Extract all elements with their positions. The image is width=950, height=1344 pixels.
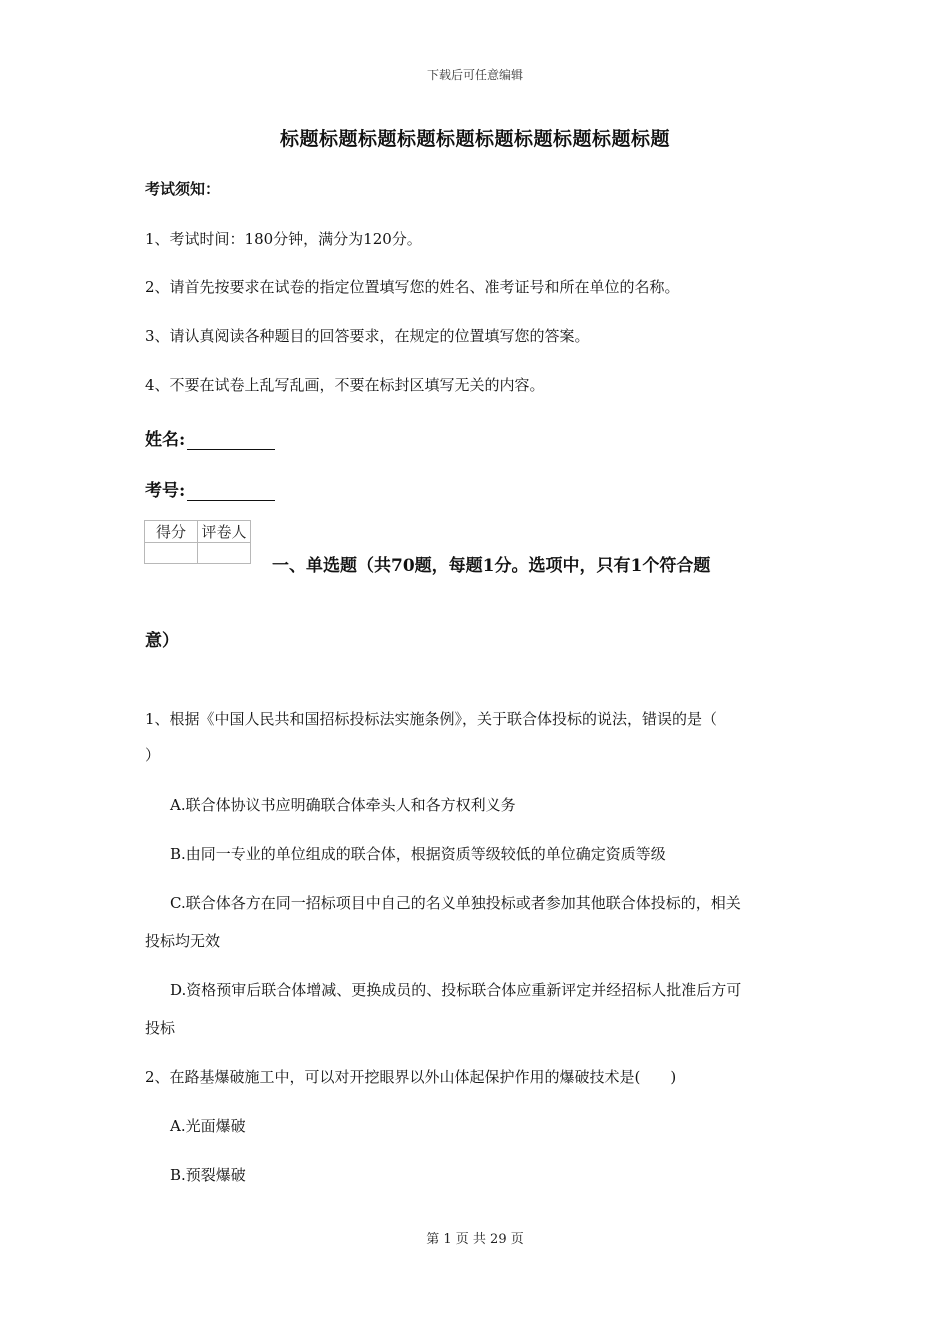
id-label: 考号:: [145, 481, 186, 501]
option-b: B.由同一专业的单位组成的联合体，根据资质等级较低的单位确定资质等级: [170, 845, 666, 863]
question-stem: 2、在路基爆破施工中，可以对开挖眼界以外山体起保护作用的爆破技术是( ): [145, 1068, 677, 1086]
grader-cell[interactable]: [198, 543, 251, 564]
question-stem: 1、根据《中国人民共和国招标投标法实施条例》，关于联合体投标的说法，错误的是（: [145, 710, 718, 728]
score-cell[interactable]: [145, 543, 198, 564]
notice-item: 4、不要在试卷上乱写乱画，不要在标封区填写无关的内容。: [145, 376, 545, 394]
notice-heading: 考试须知：: [145, 180, 221, 198]
option-a: A.联合体协议书应明确联合体牵头人和各方权利义务: [170, 796, 516, 814]
name-label: 姓名:: [145, 430, 186, 450]
page-footer: 第 1 页 共 29 页: [426, 1232, 524, 1247]
option-d-continued: 投标: [145, 1019, 176, 1037]
section-title-continued: 意）: [145, 631, 179, 651]
name-blank-line[interactable]: [187, 433, 275, 450]
id-field[interactable]: [145, 476, 275, 501]
id-blank-line[interactable]: [187, 484, 275, 501]
score-table: [144, 520, 251, 564]
option-c: C.联合体各方在同一招标项目中自己的名义单独投标或者参加其他联合体投标的，相关: [170, 894, 741, 912]
notice-item: 1、考试时间：180分钟，满分为120分。: [145, 230, 422, 248]
option-b: B.预裂爆破: [170, 1166, 246, 1184]
header-note: 下载后可任意编辑: [426, 68, 523, 82]
option-c-continued: 投标均无效: [145, 932, 221, 950]
score-header: 得分: [145, 521, 198, 543]
notice-item: 2、请首先按要求在试卷的指定位置填写您的姓名、准考证号和所在单位的名称。: [145, 278, 680, 296]
option-a: A.光面爆破: [170, 1117, 246, 1135]
name-field[interactable]: [145, 425, 275, 450]
section-title: 一、单选题（共70题，每题1分。选项中，只有1个符合题: [272, 556, 711, 576]
notice-item: 3、请认真阅读各种题目的回答要求，在规定的位置填写您的答案。: [145, 327, 590, 345]
document-title: 标题标题标题标题标题标题标题标题标题标题: [279, 128, 670, 150]
option-d: D.资格预审后联合体增减、更换成员的、投标联合体应重新评定并经招标人批准后方可: [170, 981, 742, 999]
question-stem-continued: ）: [145, 746, 161, 764]
grader-header: 评卷人: [198, 521, 251, 543]
